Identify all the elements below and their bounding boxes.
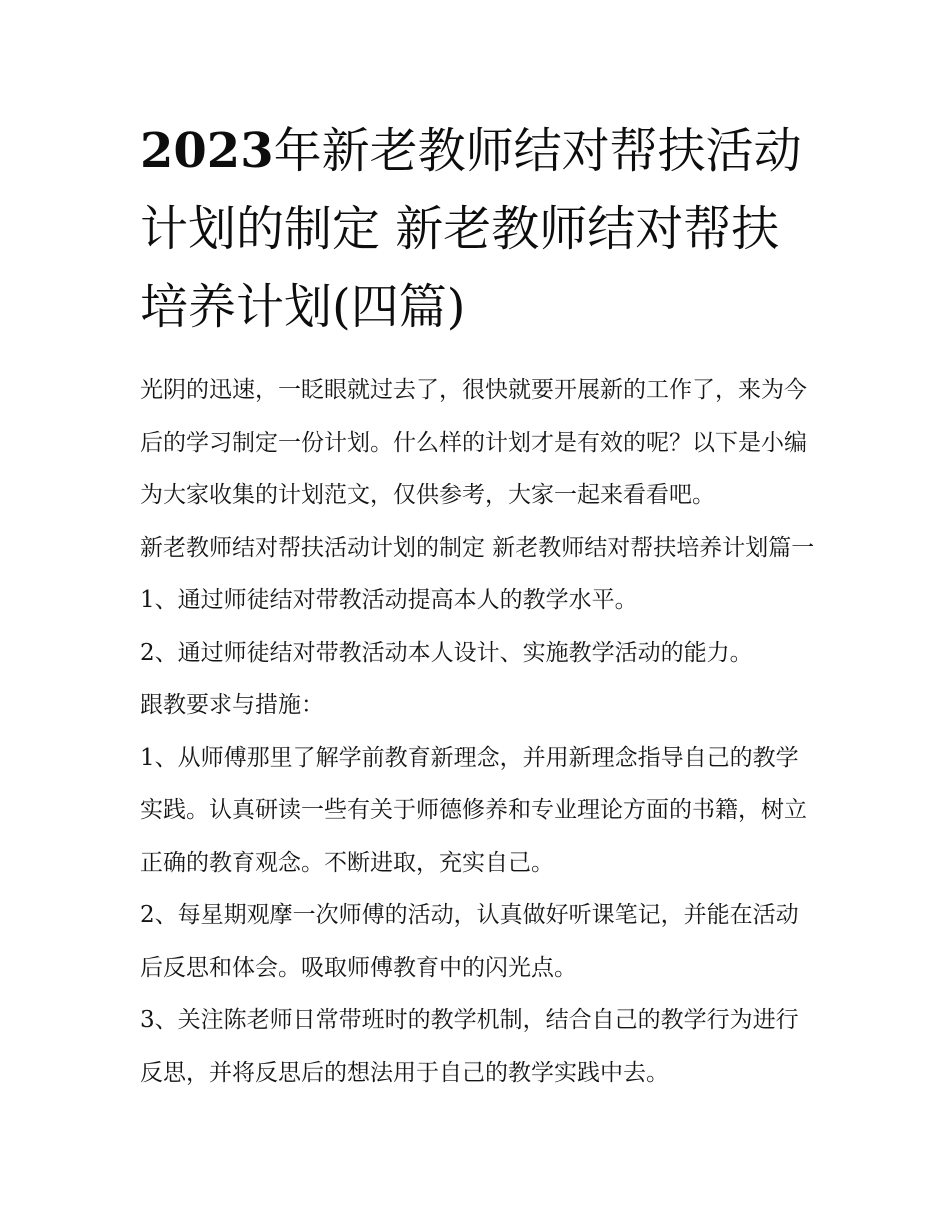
- title-text: 年新老教师结对帮扶活动计划的制定 新老教师结对帮扶培养计划(四篇): [140, 123, 802, 335]
- title-year: 2023: [140, 123, 274, 179]
- intro-paragraph: 光阴的迅速，一眨眼就过去了，很快就要开展新的工作了，来为今后的学习制定一份计划。什么样的计划才是有效的呢？以下是小编为大家收集的计划范文，仅供参考，大家一起来看看吧。: [140, 377, 807, 508]
- measure-item-2: 2、每星期观摩一次师傅的活动，认真做好听课笔记，并能在活动后反思和体会。吸取师傅教育中的闪光点。: [140, 902, 799, 981]
- measure-item-3: 3、关注陈老师日常带班时的教学机制，结合自己的教学行为进行反思，并将反思后的想法用于自己的教学实践中去。: [140, 1007, 799, 1086]
- measure-item-1: 1、从师傅那里了解学前教育新理念，并用新理念指导自己的教学实践。认真研读一些有关于师德修养和专业理论方面的书籍，树立正确的教育观念。不断进取，充实自己。: [140, 744, 807, 876]
- measures-heading: 跟教要求与措施：: [140, 692, 324, 718]
- document-title: [140, 112, 820, 346]
- section-heading-paragraph: 新老教师结对帮扶活动计划的制定 新老教师结对帮扶培养计划篇一 1、通过师徒结对带教活动提高本人的教学水平。: [140, 534, 815, 613]
- goal-paragraph: 2、通过师徒结对带教活动本人设计、实施教学活动的能力。: [140, 639, 753, 666]
- document-body: [140, 112, 820, 1099]
